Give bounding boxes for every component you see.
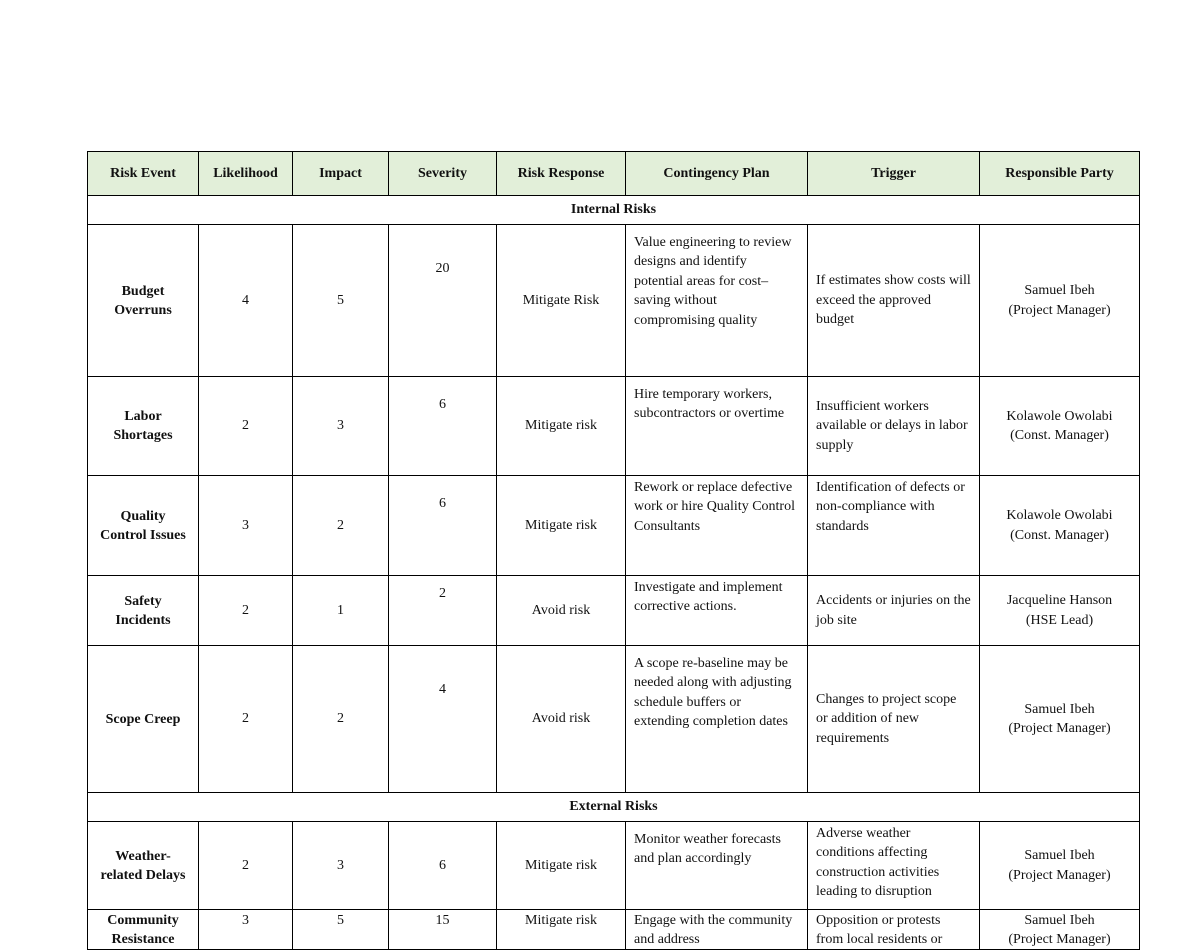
section-row-internal — [88, 196, 1140, 225]
section-title-internal: Internal Risks — [88, 196, 1140, 225]
party-name: Kolawole Owolabi — [1006, 508, 1113, 524]
risk-event-cell: Scope Creep — [88, 646, 199, 793]
contingency-plan-cell: Rework or replace defective work or hire Quality Control Consultants — [626, 476, 808, 576]
responsible-party-cell — [980, 910, 1140, 950]
contingency-plan-cell: Engage with the community and address — [626, 910, 808, 950]
impact-cell: 5 — [293, 910, 389, 950]
contingency-plan-cell: Value engineering to review designs and identify potential areas for cost–saving without compromising quality — [626, 225, 808, 377]
severity-cell: 20 — [389, 225, 497, 377]
party-role: (Project Manager) — [1008, 932, 1111, 947]
responsible-party-cell — [980, 476, 1140, 576]
impact-cell: 2 — [293, 646, 389, 793]
risk-event-cell: Budget Overruns — [88, 225, 199, 377]
header-responsible-party: Responsible Party — [980, 152, 1140, 196]
likelihood-cell: 2 — [199, 377, 293, 476]
table-row — [88, 646, 1140, 793]
risk-event-cell: Community Resistance — [88, 910, 199, 950]
severity-cell: 6 — [389, 476, 497, 576]
party-name: Samuel Ibeh — [1024, 848, 1095, 864]
table-row — [88, 377, 1140, 476]
risk-event-cell: Weather-related Delays — [88, 822, 199, 910]
party-role: (Project Manager) — [1008, 302, 1111, 318]
likelihood-cell: 4 — [199, 225, 293, 377]
contingency-plan-cell: Investigate and implement corrective actions. — [626, 576, 808, 646]
risk-response-cell: Mitigate risk — [497, 822, 626, 910]
header-likelihood: Likelihood — [199, 152, 293, 196]
contingency-plan-cell: A scope re-baseline may be needed along with adjusting schedule buffers or extending completion dates — [626, 646, 808, 793]
party-role: (Const. Manager) — [1010, 428, 1109, 443]
trigger-cell: Accidents or injuries on the job site — [808, 576, 980, 646]
table-row — [88, 822, 1140, 910]
severity-cell: 2 — [389, 576, 497, 646]
party-name: Samuel Ibeh — [1024, 701, 1095, 717]
party-role: (Project Manager) — [1008, 721, 1111, 736]
severity-cell: 15 — [389, 910, 497, 950]
risk-response-cell: Avoid risk — [497, 576, 626, 646]
risk-response-cell: Mitigate risk — [497, 377, 626, 476]
header-impact: Impact — [293, 152, 389, 196]
risk-event-cell: Quality Control Issues — [88, 476, 199, 576]
responsible-party-cell — [980, 576, 1140, 646]
party-name: Samuel Ibeh — [1024, 283, 1095, 299]
impact-cell: 5 — [293, 225, 389, 377]
header-severity: Severity — [389, 152, 497, 196]
table-row — [88, 576, 1140, 646]
trigger-cell: Adverse weather conditions affecting construction activities leading to disruption — [808, 822, 980, 910]
responsible-party-cell — [980, 822, 1140, 910]
contingency-plan-cell: Monitor weather forecasts and plan accordingly — [626, 822, 808, 910]
responsible-party-cell — [980, 646, 1140, 793]
severity-cell: 6 — [389, 822, 497, 910]
impact-cell: 1 — [293, 576, 389, 646]
impact-cell: 3 — [293, 822, 389, 910]
header-risk-response: Risk Response — [497, 152, 626, 196]
party-role: (Project Manager) — [1008, 867, 1111, 883]
header-row — [88, 152, 1140, 196]
table-row — [88, 225, 1140, 377]
table-row — [88, 476, 1140, 576]
risk-response-cell: Mitigate risk — [497, 476, 626, 576]
table-row — [88, 910, 1140, 950]
header-risk-event: Risk Event — [88, 152, 199, 196]
risk-event-cell: Labor Shortages — [88, 377, 199, 476]
header-trigger: Trigger — [808, 152, 980, 196]
header-contingency-plan: Contingency Plan — [626, 152, 808, 196]
trigger-cell: Opposition or protests from local residents or — [808, 910, 980, 950]
likelihood-cell: 3 — [199, 910, 293, 950]
likelihood-cell: 3 — [199, 476, 293, 576]
party-role: (HSE Lead) — [1025, 612, 1094, 628]
section-title-external: External Risks — [88, 793, 1140, 822]
likelihood-cell: 2 — [199, 822, 293, 910]
risk-response-cell: Mitigate Risk — [497, 225, 626, 377]
likelihood-cell: 2 — [199, 646, 293, 793]
impact-cell: 2 — [293, 476, 389, 576]
party-name: Kolawole Owolabi — [1006, 408, 1113, 424]
trigger-cell: If estimates show costs will exceed the approved budget — [808, 225, 980, 377]
impact-cell: 3 — [293, 377, 389, 476]
risk-response-cell: Mitigate risk — [497, 910, 626, 950]
party-role: (Const. Manager) — [1010, 527, 1109, 543]
likelihood-cell: 2 — [199, 576, 293, 646]
risk-response-cell: Avoid risk — [497, 646, 626, 793]
severity-cell: 4 — [389, 646, 497, 793]
severity-cell: 6 — [389, 377, 497, 476]
risk-register-table — [87, 151, 1140, 950]
trigger-cell: Changes to project scope or addition of new requirements — [808, 646, 980, 793]
contingency-plan-cell: Hire temporary workers, subcontractors or overtime — [626, 377, 808, 476]
risk-event-cell: Safety Incidents — [88, 576, 199, 646]
trigger-cell: Identification of defects or non-compliance with standards — [808, 476, 980, 576]
party-name: Jacqueline Hanson — [1006, 593, 1113, 609]
trigger-cell: Insufficient workers available or delays in labor supply — [808, 377, 980, 476]
party-name: Samuel Ibeh — [1024, 913, 1095, 928]
responsible-party-cell — [980, 225, 1140, 377]
responsible-party-cell — [980, 377, 1140, 476]
section-row-external — [88, 793, 1140, 822]
